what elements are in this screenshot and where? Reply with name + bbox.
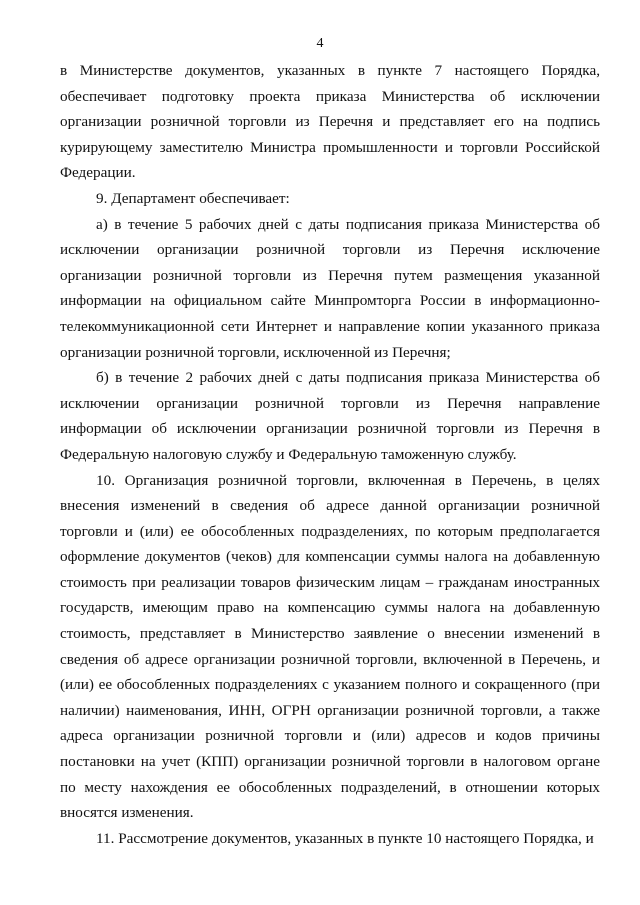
paragraph-9-heading: 9. Департамент обеспечивает: (96, 189, 290, 207)
paragraph-10: 10. Организация розничной торговли, включенная в Перечень, в целях внесения изменений в сведения об адресе данной организации розничной торговли и (или) ее обособленных подразделениях, по которым предполагается оформление документов (чеков) для компенсации суммы налога на добавленную стоимость при реализации товаров физическим лицам – гражданам иностранных государств, имеющим право на компенсацию суммы налога на добавленную стоимость, представляет в Министерство заявление о внесении изменений в сведения об адресе организации розничной торговли, включенной в Перечень, и (или) ее обособленных подразделениях с указанием полного и сокращенного (при наличии) наименования, ИНН, ОГРН организации розничной торговли, а также адреса организации розничной торговли и (или) адресов и кодов причины постановки на учет (КПП) организации розничной торговли в налоговом органе по месту нахождения ее обособленных подразделений, в отношении которых вносятся изменения. (60, 471, 600, 822)
paragraph-9a: а) в течение 5 рабочих дней с даты подписания приказа Министерства об исключении организации розничной торговли из Перечня исключение организации розничной торговли из Перечня путем размещения указанной информации на официальном сайте Минпромторга России в информационно-телекоммуникационной сети Интернет и направление копии указанного приказа организации розничной торговли, исключенной из Перечня; (60, 215, 600, 361)
paragraph-11: 11. Рассмотрение документов, указанных в пункте 10 настоящего Порядка, и (96, 829, 594, 847)
page-number: 4 (316, 36, 324, 51)
document-body (60, 58, 600, 851)
paragraph-9b: б) в течение 2 рабочих дней с даты подписания приказа Министерства об исключении организации розничной торговли из Перечня направление информации об исключении организации розничной торговли из Перечня в Федеральную налоговую службу и Федеральную таможенную службу. (60, 369, 600, 463)
paragraph-continuation: в Министерстве документов, указанных в пункте 7 настоящего Порядка, обеспечивает подготовку проекта приказа Министерства об исключении организации розничной торговли из Перечня и представляет его на подпись курирующему заместителю Министра промышленности и торговли Российской Федерации. (60, 62, 600, 182)
